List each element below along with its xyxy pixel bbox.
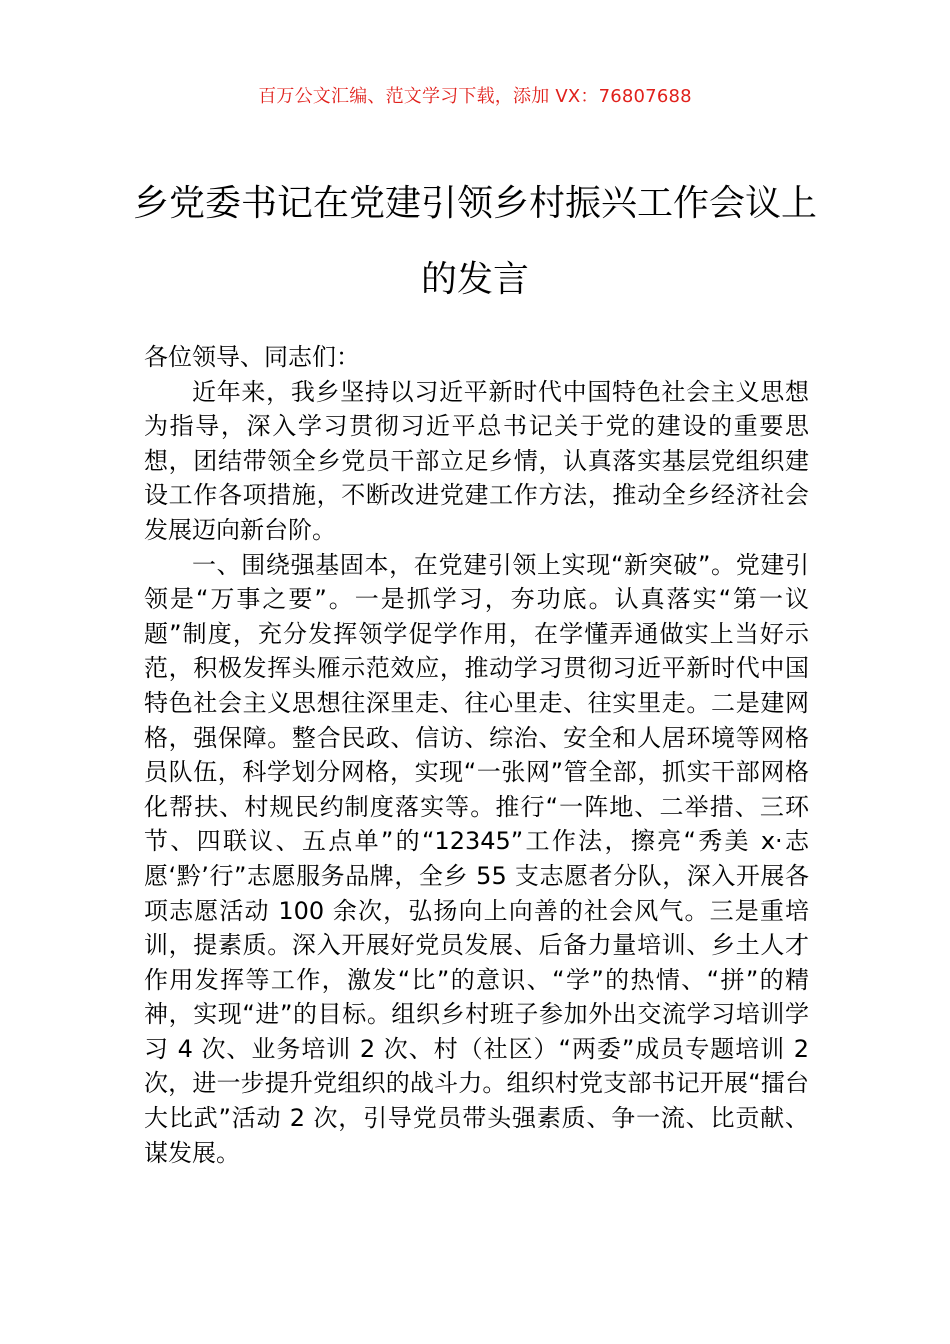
document-body <box>144 340 809 1170</box>
salutation: 各位领导、同志们： <box>144 343 360 371</box>
document-title: 乡党委书记在党建引领乡村振兴工作会议上的发言 <box>132 183 817 300</box>
paragraph-section-one: 一、围绕强基固本，在党建引领上实现“新突破”。党建引领是“万事之要”。一是抓学习，夯功底。认真落实“第一议题”制度，充分发挥领学促学作用，在学懂弄通做实上当好示范，积极发挥头雁示范效应，推动学习贯彻习近平新时代中国特色社会主义思想往深里走、往心里走、往实里走。二是建网格，强保障。整合民政、信访、综治、安全和人居环境等网格员队伍，科学划分网格，实现“一张网”管全部，抓实干部网格化帮扶、村规民约制度落实等。推行“一阵地、二举措、三环节、四联议、五点单”的“12345”工作法，擦亮“秀美 x·志愿‘黔’行”志愿服务品牌，全乡 55 支志愿者分队，深入开展各项志愿活动 100 余次，弘扬向上向善的社会风气。三是重培训，提素质。深入开展好党员发展、后备力量培训、乡土人才作用发挥等工作，激发“比”的意识、“学”的热情、“拼”的精神，实现“进”的目标。组织乡村班子参加外出交流学习培训学习 4 次、业务培训 2 次、村（社区）“两委”成员专题培训 2 次，进一步提升党组织的战斗力。组织村党支部书记开展“擂台大比武”活动 2 次，引导党员带头强素质、争一流、比贡献、谋发展。 <box>144 550 809 1167</box>
header-note: 百万公文汇编、范文学习下载，添加 VX：76807688 <box>258 86 692 107</box>
paragraph-intro: 近年来，我乡坚持以习近平新时代中国特色社会主义思想为指导，深入学习贯彻习近平总书记关于党的建设的重要思想，团结带领全乡党员干部立足乡情，认真落实基层党组织建设工作各项措施，不断改进党建工作方法，推动全乡经济社会发展迈向新台阶。 <box>144 377 809 544</box>
